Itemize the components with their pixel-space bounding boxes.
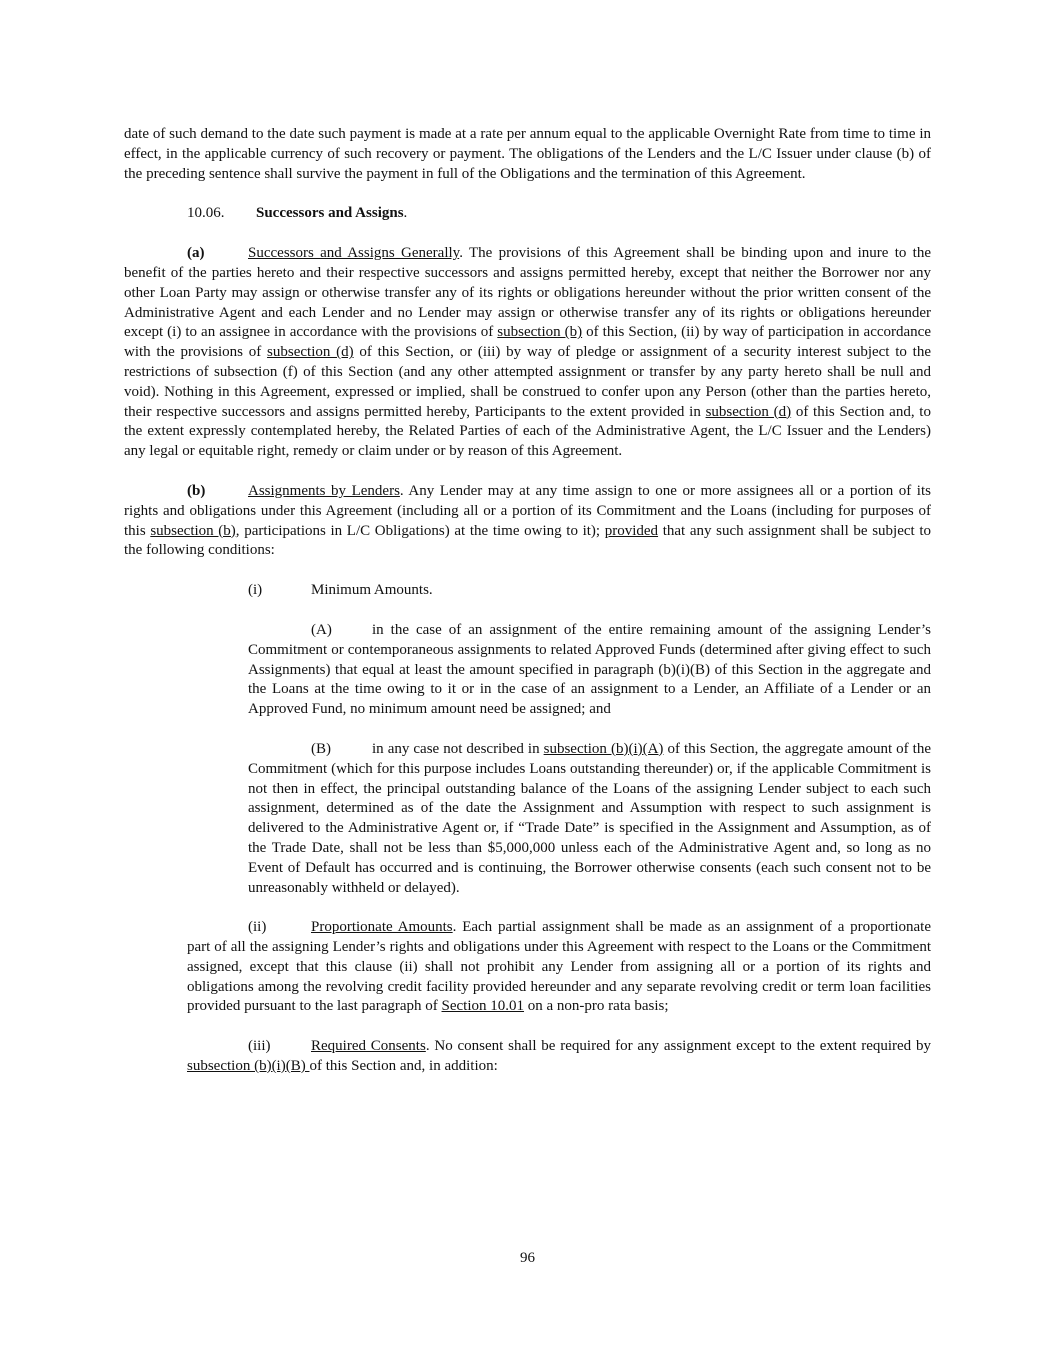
section-title-suffix: . [403,205,408,222]
item-a-text: in the case of an assignment of the entire remaining amount of the assigning Lender’s Commitment or contemporaneous assignments to related Approved Funds (determined after giving effect to such Assignments) that equal at least the amount specified in paragraph (b)(i)(B) of this Section in the aggregate and the Loans at the time owing to it or in the case of an assignment to a Lender, an Affiliate of a Lender or an Approved Fund, no minimum amount need be assigned; and [248,621,931,718]
paragraph-a-ref-1: subsection (b) [497,324,583,341]
item-i [248,581,931,601]
paragraph-b [124,482,931,561]
item-ii [187,918,931,1017]
item-iii [187,1037,931,1077]
item-ii-text-1: . Each partial assignment shall be made as an assignment of a proportionate part of all the assigning Lender’s rights and obligations under this Agreement with respect to the Loans or the Commitment assigned, except that this clause (ii) shall not prohibit any Lender from assigning all or a portion of its rights and obligations among the revolving credit facility provided hereunder and any separate revolving credit or term loan facilities provided pursuant to the last paragraph of [187,919,931,1015]
item-b-ref-1: subsection (b)(i)(A) [543,740,664,757]
item-iii-heading: Required Consents [311,1038,426,1055]
paragraph-a-label: (a) [187,245,205,262]
paragraph-b-text-1: . Any Lender may at any time assign to one or more assignees all or a portion of its rights and obligations under this Agreement (including all or a portion of its Commitment and the Loans (including for purposes of this [124,482,931,539]
paragraph-b-text-2: , participations in L/C Obligations) at the time owing to it); [235,522,605,539]
section-title: Successors and Assigns [256,205,404,222]
item-i-label: (i) [248,582,263,599]
item-b-label: (B) [311,740,331,757]
item-ii-text-2: on a non-pro rata basis; [524,998,669,1015]
item-ii-heading: Proportionate Amounts [311,919,453,936]
paragraph-b-proviso: provided [604,522,659,539]
paragraph-a-text-1: . The provisions of this Agreement shall be binding upon and inure to the benefit of the parties hereto and their respective successors and assigns permitted hereby, except that neither the Borrower nor any other Loan Party may assign or otherwise transfer any of its rights or obligations hereunder without the prior written consent of the Administrative Agent and each Lender and no Lender may assign or otherwise transfer any of its rights or obligations hereunder except (i) to an assignee in accordance with the provisions of [124,245,932,341]
intro-paragraph: date of such demand to the date such payment is made at a rate per annum equal to the applicable Overnight Rate from time to time in effect, in the applicable currency of such recovery or payment. The obligations of the Lenders and the L/C Issuer under clause (b) of the preceding sentence shall survive the payment in full of the Obligations and the termination of this Agreement. [124,126,931,182]
paragraph-a-ref-2: subsection (d) [267,344,354,361]
item-ii-label: (ii) [248,919,267,936]
item-iii-label: (iii) [248,1038,271,1055]
paragraph-a-ref-3: subsection (d) [705,403,792,420]
item-ii-ref-1: Section 10.01 [441,998,525,1015]
paragraph-a-text-2: of this Section, (ii) by way of participation in accordance with the provisions of [124,324,931,361]
item-a-label: (A) [311,621,332,638]
paragraph-b-heading: Assignments by Lenders [248,482,400,499]
page-number: 96 [520,1250,535,1266]
paragraph-a-heading: Successors and Assigns Generally [248,245,460,262]
item-iii-text-1: . No consent shall be required for any assignment except to the extent required by [425,1038,931,1055]
item-a [248,621,931,720]
item-iii-text-2: of this Section and, in addition: [309,1058,498,1075]
paragraph-b-text-3: that any such assignment shall be subject to the following conditions: [124,522,931,559]
document-page [124,125,931,1077]
paragraph-b-label: (b) [187,482,206,499]
paragraph-a-text-4: of this Section and, to the extent expressly contemplated hereby, the Related Parties of each of the Administrative Agent, the L/C Issuer and the Lenders) any legal or equitable right, remedy or claim under or by reason of this Agreement. [124,403,931,460]
item-b-text-1: in any case not described in [372,740,544,757]
section-heading [124,204,931,224]
paragraph-a [124,244,931,462]
item-iii-ref-1: subsection (b)(i)(B) [187,1058,310,1075]
item-b-text-2: of this Section, the aggregate amount of the Commitment (which for this purpose includes Loans outstanding thereunder) or, if the applicable Commitment is not then in effect, the principal outstanding balance of the Loans of the assigning Lender subject to each such assignment, determined as of the date the Assignment and Assumption with respect to such assignment is delivered to the Administrative Agent or, if “Trade Date” is specified in the Assignment and Assumption, as of the Trade Date, shall not be less than $5,000,000 unless each of the Administrative Agent and, so long as no Event of Default has occurred and is continuing, the Borrower otherwise consents (each such consent not to be unreasonably withheld or delayed). [248,740,931,896]
section-number: 10.06. [187,205,225,222]
paragraph-a-text-3: of this Section, or (iii) by way of pledge or assignment of a security interest subject to the restrictions of subsection (f) of this Section (and any other attempted assignment or transfer by any party hereto shall be null and void). Nothing in this Agreement, expressed or implied, shall be construed to confer upon any Person (other than the parties hereto, their respective successors and assigns permitted hereby, Participants to the extent provided in [124,344,931,420]
item-i-heading: Minimum Amounts. [311,582,433,599]
item-b [248,740,931,898]
paragraph-b-ref-1: subsection (b) [150,522,236,539]
